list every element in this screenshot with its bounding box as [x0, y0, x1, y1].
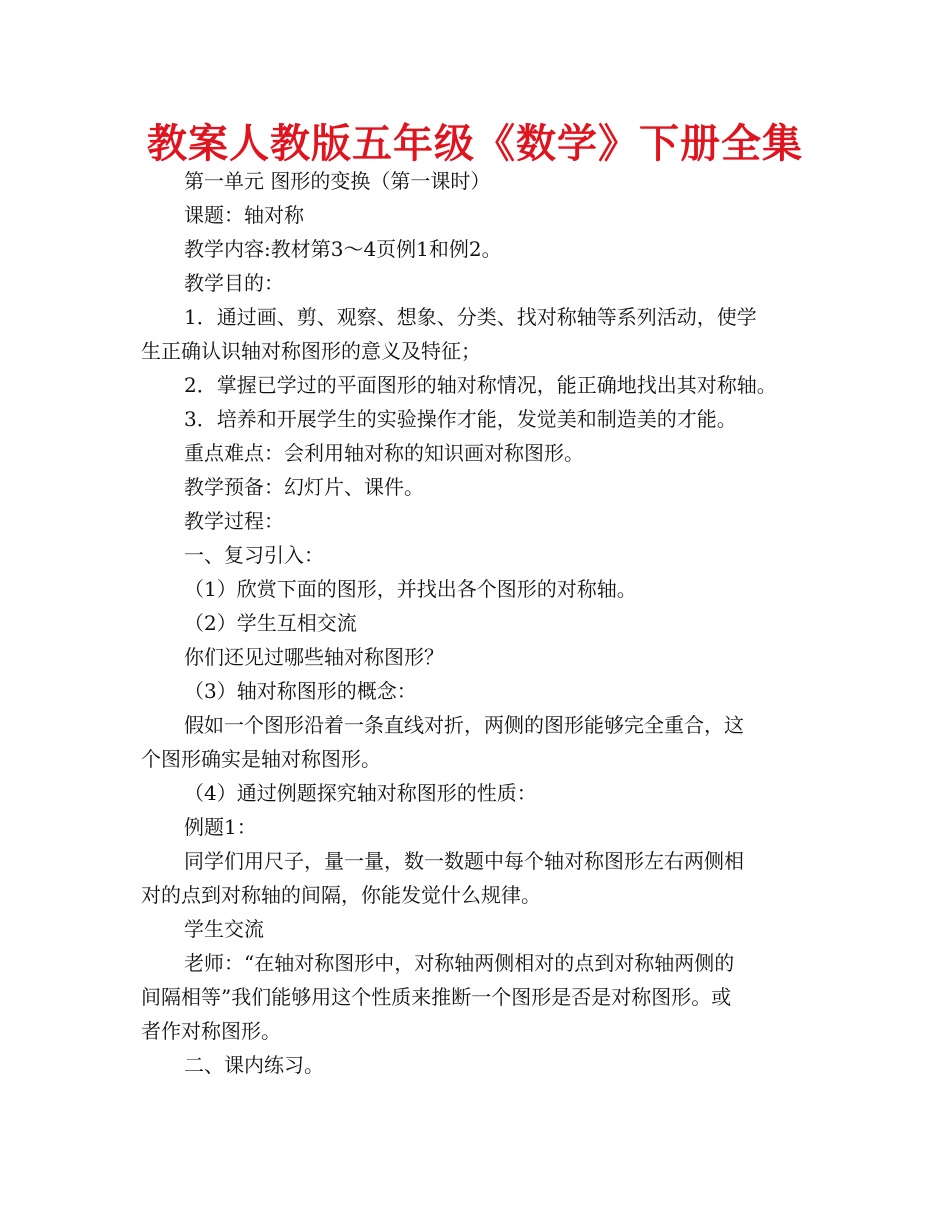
text-line: 3．培养和开展学生的实验操作才能，发觉美和制造美的才能。 — [184, 407, 737, 431]
document-title: 教案人教版五年级《数学》下册全集 — [147, 120, 803, 167]
text-line: 教学预备：幻灯片、课件。 — [184, 475, 424, 499]
text-line: 重点难点：会利用轴对称的知识画对称图形。 — [184, 441, 584, 465]
text-line: 间隔相等”我们能够用这个性质来推断一个图形是否是对称图形。或 — [141, 985, 732, 1009]
text-line: 第一单元 图形的变换（第一课时） — [184, 169, 491, 193]
text-line: 2．掌握已学过的平面图形的轴对称情况，能正确地找出其对称轴。 — [184, 373, 777, 397]
text-line: 个图形确实是轴对称图形。 — [141, 747, 381, 771]
text-line: 你们还见过哪些轴对称图形？ — [184, 645, 444, 669]
text-line: 教学内容:教材第3～4页例1和例2。 — [184, 237, 502, 261]
text-line: 课题：轴对称 — [184, 203, 304, 227]
text-line: 老师：“在轴对称图形中，对称轴两侧相对的点到对称轴两侧的 — [184, 951, 735, 975]
text-line: 同学们用尺子，量一量，数一数题中每个轴对称图形左右两侧相 — [184, 849, 744, 873]
text-line: （4）通过例题探究轴对称图形的性质： — [184, 781, 537, 805]
text-line: 一、复习引入： — [184, 543, 324, 567]
text-line: 1．通过画、剪、观察、想象、分类、找对称轴等系列活动，使学 — [184, 305, 757, 329]
text-line: （2）学生互相交流 — [184, 611, 357, 635]
text-line: 者作对称图形。 — [141, 1019, 281, 1043]
text-line: 学生交流 — [184, 917, 264, 941]
text-line: 二、课内练习。 — [184, 1053, 324, 1077]
document-body — [141, 164, 813, 1082]
text-line: 对的点到对称轴的间隔，你能发觉什么规律。 — [141, 883, 541, 907]
text-line: （3）轴对称图形的概念： — [184, 679, 417, 703]
text-line: （1）欣赏下面的图形，并找出各个图形的对称轴。 — [184, 577, 637, 601]
text-line: 生正确认识轴对称图形的意义及特征； — [141, 339, 481, 363]
text-line: 教学过程： — [184, 509, 284, 533]
text-line: 例题1： — [184, 815, 257, 839]
text-line: 教学目的： — [184, 271, 284, 295]
text-line: 假如一个图形沿着一条直线对折，两侧的图形能够完全重合，这 — [184, 713, 744, 737]
